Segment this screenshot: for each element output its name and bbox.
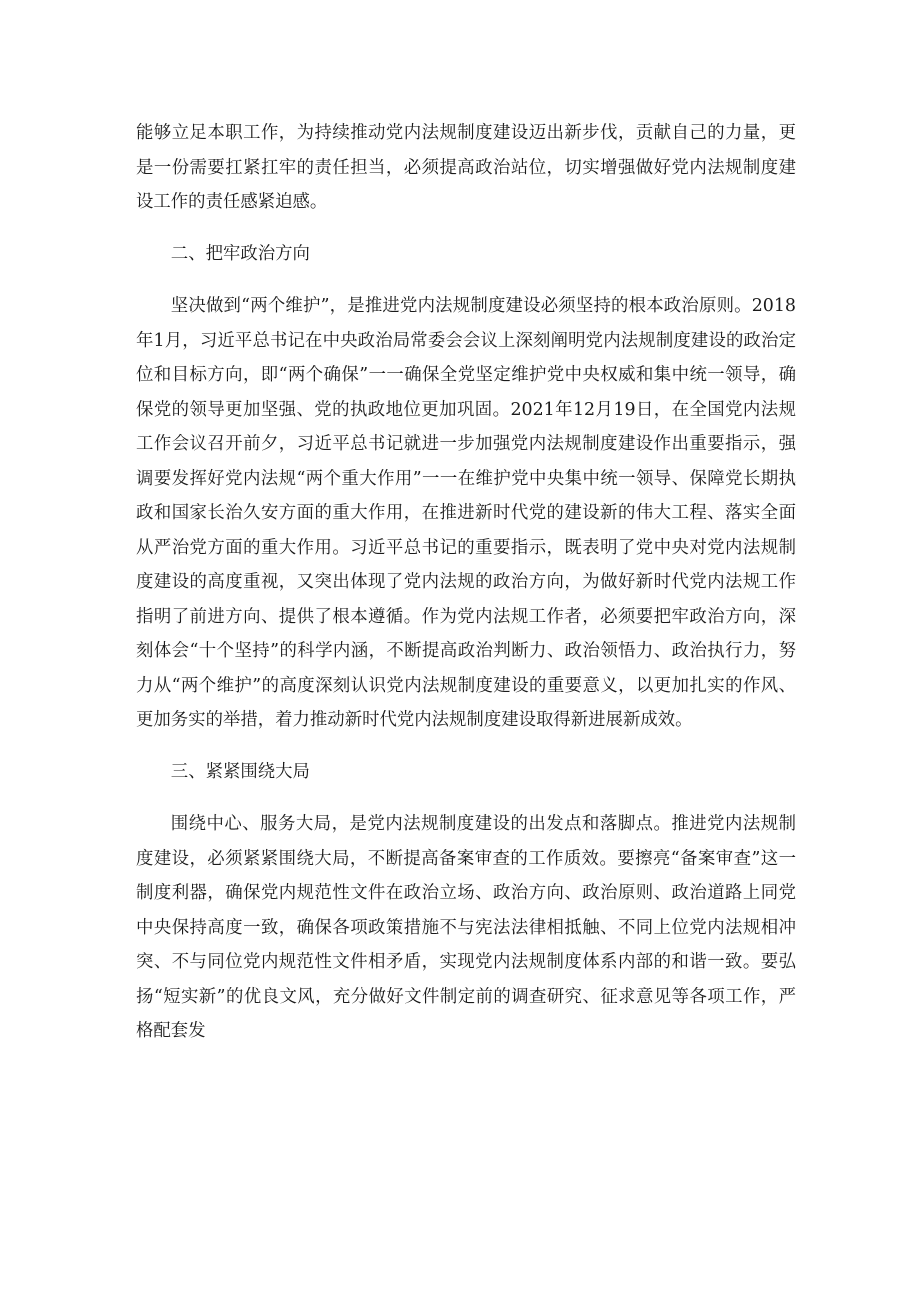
paragraph-overall-situation: 围绕中心、服务大局，是党内法规制度建设的出发点和落脚点。推进党内法规制度建设，必须紧紧围绕大局，不断提高备案审查的工作质效。要擦亮“备案审查”这一制度利器，确保党内规范性文件在政治立场、政治方向、政治原则、政治道路上同党中央保持高度一致，确保各项政策措施不与宪法法律相抵触、不同上位党内法规相冲突、不与同位党内规范性文件相矛盾，实现党内法规制度体系内部的和谐一致。要弘扬“短实新”的优良文风，充分做好文件制定前的调查研究、征求意见等各项工作，严格配套发: [136, 814, 796, 1041]
section-heading-overall-situation: 三、紧紧围绕大局: [170, 762, 310, 782]
paragraph-continuation: 能够立足本职工作，为持续推动党内法规制度建设迈出新步伐，贡献自己的力量，更是一份需要扛紧扛牢的责任担当，必须提高政治站位，切实增强做好党内法规制度建设工作的责任感紧迫感。: [136, 123, 796, 212]
section-heading-political-direction: 二、把牢政治方向: [170, 244, 310, 264]
document-page: [136, 116, 796, 1066]
paragraph-political-direction: 坚决做到“两个维护”，是推进党内法规制度建设必须坚持的根本政治原则。2018年1月，习近平总书记在中央政治局常委会会议上深刻阐明党内法规制度建设的政治定位和目标方向，即“两个确保”一一确保全党坚定维护党中央权威和集中统一领导，确保党的领导更加坚强、党的执政地位更加巩固。2021年12月19日，在全国党内法规工作会议召开前夕，习近平总书记就进一步加强党内法规制度建设作出重要指示，强调要发挥好党内法规“两个重大作用”一一在维护党中央集中统一领导、保障党长期执政和国家长治久安方面的重大作用，在推进新时代党的建设新的伟大工程、落实全面从严治党方面的重大作用。习近平总书记的重要指示，既表明了党中央对党内法规制度建设的高度重视，又突出体现了党内法规的政治方向，为做好新时代党内法规工作指明了前进方向、提供了根本遵循。作为党内法规工作者，必须要把牢政治方向，深刻体会“十个坚持”的科学内涵，不断提高政治判断力、政治领悟力、政治执行力，努力从“两个维护”的高度深刻认识党内法规制度建设的重要意义，以更加扎实的作风、更加务实的举措，着力推动新时代党内法规制度建设取得新进展新成效。: [136, 296, 796, 730]
